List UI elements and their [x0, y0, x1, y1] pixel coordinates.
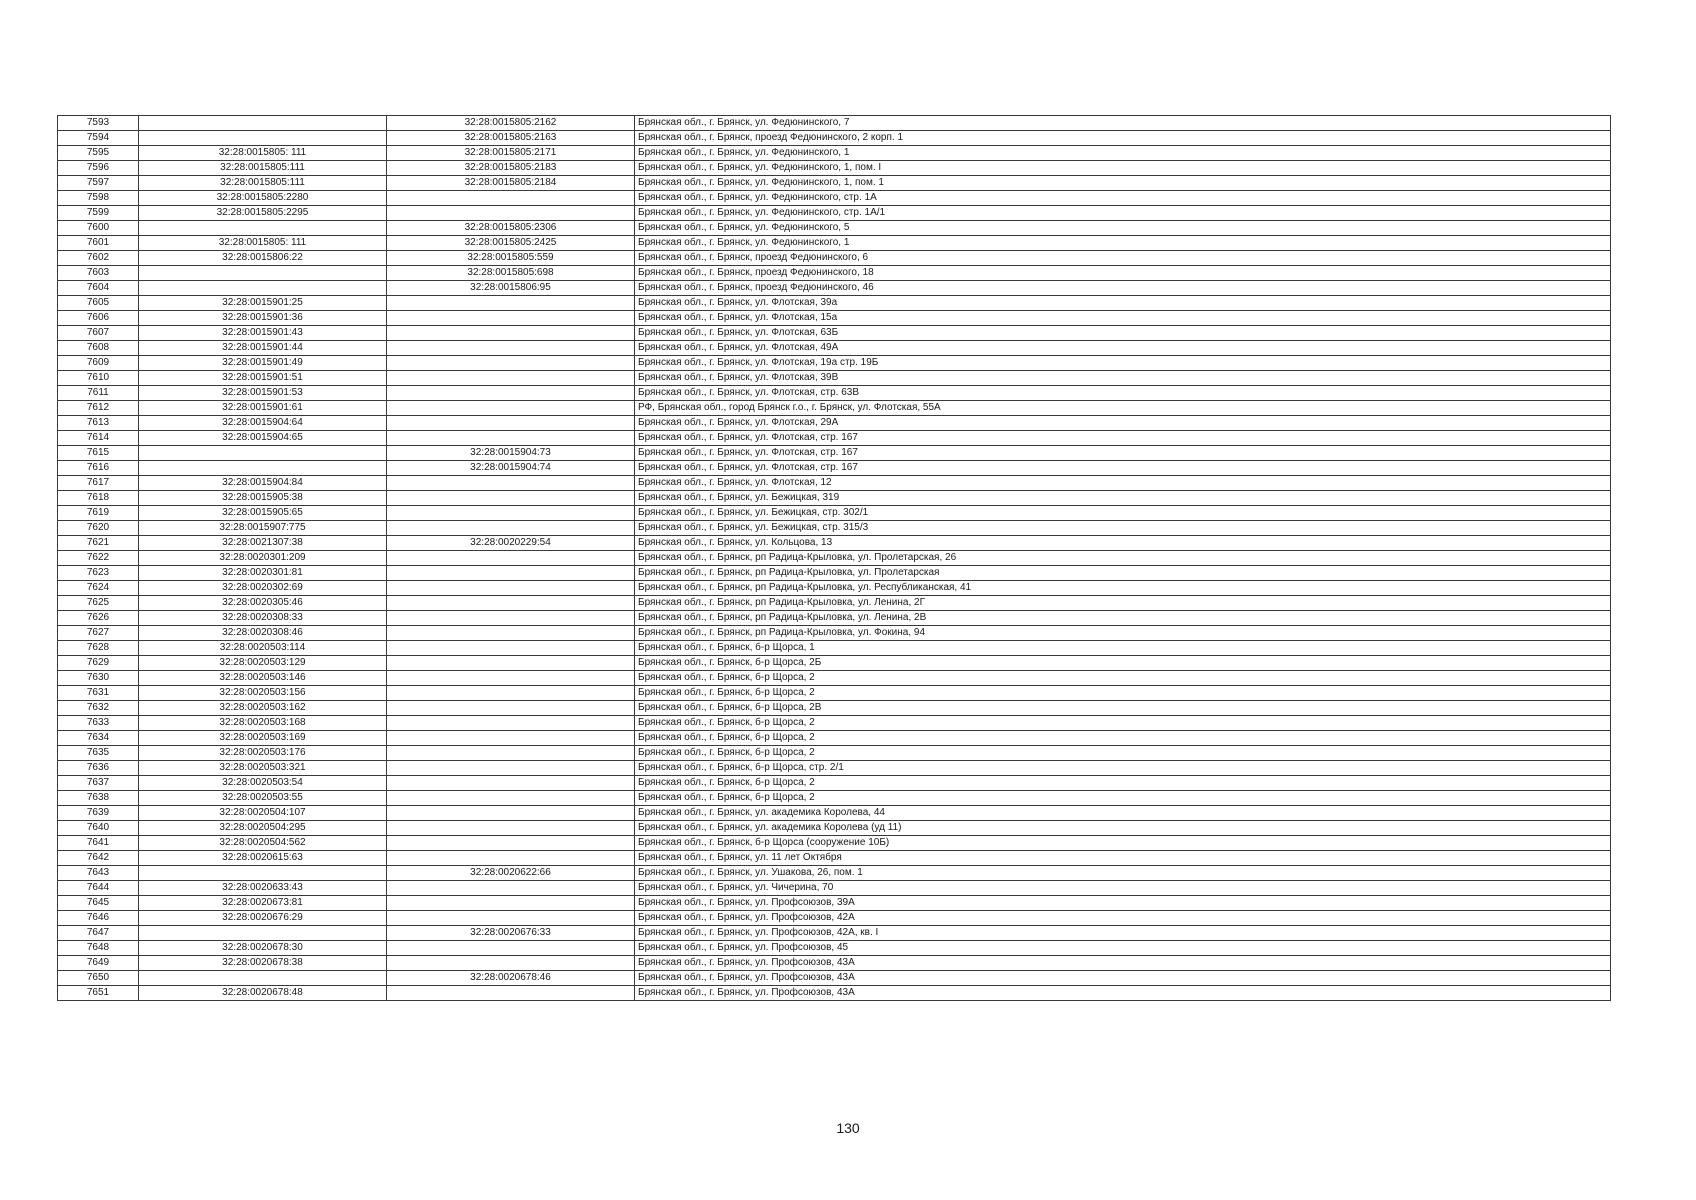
object-cadastral-number-cell: [387, 611, 635, 626]
address-cell: Брянская обл., г. Брянск, ул. Профсоюзов, 43А: [635, 956, 1611, 971]
address-cell: Брянская обл., г. Брянск, ул. Федюнинского, стр. 1А/1: [635, 206, 1611, 221]
cadastral-number-cell: 32:28:0020301:209: [139, 551, 387, 566]
table-row: [58, 281, 1611, 296]
object-cadastral-number-cell: 32:28:0015904:73: [387, 446, 635, 461]
address-cell: Брянская обл., г. Брянск, рп Радица-Крыловка, ул. Ленина, 2Г: [635, 596, 1611, 611]
cadastral-table: [57, 115, 1611, 1001]
row-number-cell: 7651: [58, 986, 139, 1001]
table-row: [58, 386, 1611, 401]
address-cell: Брянская обл., г. Брянск, проезд Федюнинского, 18: [635, 266, 1611, 281]
cadastral-number-cell: [139, 131, 387, 146]
object-cadastral-number-cell: 32:28:0020229:54: [387, 536, 635, 551]
address-cell: Брянская обл., г. Брянск, проезд Федюнинского, 46: [635, 281, 1611, 296]
address-cell: Брянская обл., г. Брянск, ул. Кольцова, 13: [635, 536, 1611, 551]
row-number-cell: 7618: [58, 491, 139, 506]
object-cadastral-number-cell: [387, 731, 635, 746]
row-number-cell: 7612: [58, 401, 139, 416]
table-row: [58, 926, 1611, 941]
row-number-cell: 7630: [58, 671, 139, 686]
table-row: [58, 536, 1611, 551]
cadastral-number-cell: 32:28:0015904:64: [139, 416, 387, 431]
row-number-cell: 7649: [58, 956, 139, 971]
row-number-cell: 7627: [58, 626, 139, 641]
address-cell: Брянская обл., г. Брянск, ул. Флотская, 49А: [635, 341, 1611, 356]
cadastral-number-cell: 32:28:0020503:156: [139, 686, 387, 701]
object-cadastral-number-cell: [387, 986, 635, 1001]
address-cell: Брянская обл., г. Брянск, ул. академика Королева, 44: [635, 806, 1611, 821]
address-cell: Брянская обл., г. Брянск, ул. Федюнинского, 5: [635, 221, 1611, 236]
object-cadastral-number-cell: 32:28:0020676:33: [387, 926, 635, 941]
object-cadastral-number-cell: 32:28:0020678:46: [387, 971, 635, 986]
object-cadastral-number-cell: [387, 656, 635, 671]
row-number-cell: 7626: [58, 611, 139, 626]
address-cell: Брянская обл., г. Брянск, проезд Федюнинского, 2 корп. 1: [635, 131, 1611, 146]
object-cadastral-number-cell: [387, 401, 635, 416]
table-row: [58, 266, 1611, 281]
object-cadastral-number-cell: [387, 431, 635, 446]
cadastral-number-cell: 32:28:0015805:111: [139, 161, 387, 176]
address-cell: Брянская обл., г. Брянск, ул. Чичерина, 70: [635, 881, 1611, 896]
address-cell: Брянская обл., г. Брянск, проезд Федюнинского, 6: [635, 251, 1611, 266]
table-row: [58, 206, 1611, 221]
cadastral-number-cell: 32:28:0015907:775: [139, 521, 387, 536]
row-number-cell: 7596: [58, 161, 139, 176]
table-row: [58, 491, 1611, 506]
object-cadastral-number-cell: 32:28:0015805:2306: [387, 221, 635, 236]
cadastral-number-cell: 32:28:0020676:29: [139, 911, 387, 926]
cadastral-number-cell: [139, 461, 387, 476]
table-row: [58, 731, 1611, 746]
row-number-cell: 7647: [58, 926, 139, 941]
row-number-cell: 7601: [58, 236, 139, 251]
cadastral-number-cell: [139, 446, 387, 461]
cadastral-number-cell: 32:28:0020301:81: [139, 566, 387, 581]
table-row: [58, 131, 1611, 146]
table-row: [58, 686, 1611, 701]
table-row: [58, 941, 1611, 956]
row-number-cell: 7597: [58, 176, 139, 191]
object-cadastral-number-cell: [387, 476, 635, 491]
object-cadastral-number-cell: [387, 956, 635, 971]
cadastral-number-cell: 32:28:0020503:55: [139, 791, 387, 806]
row-number-cell: 7625: [58, 596, 139, 611]
object-cadastral-number-cell: [387, 851, 635, 866]
table-row: [58, 116, 1611, 131]
table-row: [58, 371, 1611, 386]
table-row: [58, 236, 1611, 251]
cadastral-number-cell: 32:28:0015904:84: [139, 476, 387, 491]
row-number-cell: 7593: [58, 116, 139, 131]
row-number-cell: 7643: [58, 866, 139, 881]
address-cell: Брянская обл., г. Брянск, ул. Профсоюзов, 42А, кв. I: [635, 926, 1611, 941]
object-cadastral-number-cell: [387, 791, 635, 806]
address-cell: Брянская обл., г. Брянск, рп Радица-Крыловка, ул. Ленина, 2В: [635, 611, 1611, 626]
cadastral-number-cell: 32:28:0015901:25: [139, 296, 387, 311]
object-cadastral-number-cell: [387, 506, 635, 521]
address-cell: Брянская обл., г. Брянск, ул. Флотская, 39В: [635, 371, 1611, 386]
object-cadastral-number-cell: [387, 371, 635, 386]
row-number-cell: 7646: [58, 911, 139, 926]
cadastral-number-cell: 32:28:0020503:169: [139, 731, 387, 746]
table-row: [58, 911, 1611, 926]
row-number-cell: 7640: [58, 821, 139, 836]
cadastral-number-cell: 32:28:0020504:562: [139, 836, 387, 851]
address-cell: Брянская обл., г. Брянск, ул. Флотская, стр. 167: [635, 461, 1611, 476]
row-number-cell: 7614: [58, 431, 139, 446]
row-number-cell: 7648: [58, 941, 139, 956]
object-cadastral-number-cell: [387, 641, 635, 656]
object-cadastral-number-cell: 32:28:0015805:2183: [387, 161, 635, 176]
object-cadastral-number-cell: 32:28:0015806:95: [387, 281, 635, 296]
row-number-cell: 7629: [58, 656, 139, 671]
cadastral-number-cell: 32:28:0020673:81: [139, 896, 387, 911]
table-row: [58, 326, 1611, 341]
cadastral-number-cell: 32:28:0015805: 111: [139, 236, 387, 251]
row-number-cell: 7628: [58, 641, 139, 656]
table-row: [58, 821, 1611, 836]
cadastral-number-cell: 32:28:0020503:54: [139, 776, 387, 791]
cadastral-number-cell: 32:28:0020308:33: [139, 611, 387, 626]
row-number-cell: 7613: [58, 416, 139, 431]
address-cell: Брянская обл., г. Брянск, ул. Флотская, 39а: [635, 296, 1611, 311]
object-cadastral-number-cell: [387, 296, 635, 311]
address-cell: Брянская обл., г. Брянск, б-р Щорса (сооружение 10Б): [635, 836, 1611, 851]
table-row: [58, 461, 1611, 476]
table-row: [58, 191, 1611, 206]
object-cadastral-number-cell: [387, 326, 635, 341]
cadastral-number-cell: 32:28:0015905:38: [139, 491, 387, 506]
object-cadastral-number-cell: [387, 836, 635, 851]
cadastral-number-cell: 32:28:0020503:146: [139, 671, 387, 686]
cadastral-number-cell: 32:28:0015901:36: [139, 311, 387, 326]
table-row: [58, 596, 1611, 611]
object-cadastral-number-cell: [387, 356, 635, 371]
row-number-cell: 7645: [58, 896, 139, 911]
table-row: [58, 521, 1611, 536]
cadastral-number-cell: 32:28:0020633:43: [139, 881, 387, 896]
table-row: [58, 836, 1611, 851]
address-cell: Брянская обл., г. Брянск, ул. академика Королева (уд 11): [635, 821, 1611, 836]
table-row: [58, 296, 1611, 311]
address-cell: Брянская обл., г. Брянск, ул. Федюнинского, стр. 1А: [635, 191, 1611, 206]
row-number-cell: 7616: [58, 461, 139, 476]
object-cadastral-number-cell: [387, 896, 635, 911]
cadastral-number-cell: 32:28:0020504:295: [139, 821, 387, 836]
address-cell: Брянская обл., г. Брянск, ул. Федюнинского, 7: [635, 116, 1611, 131]
row-number-cell: 7635: [58, 746, 139, 761]
cadastral-number-cell: [139, 281, 387, 296]
row-number-cell: 7619: [58, 506, 139, 521]
row-number-cell: 7604: [58, 281, 139, 296]
table-row: [58, 431, 1611, 446]
cadastral-number-cell: [139, 221, 387, 236]
address-cell: Брянская обл., г. Брянск, ул. Федюнинского, 1, пом. 1: [635, 176, 1611, 191]
row-number-cell: 7632: [58, 701, 139, 716]
row-number-cell: 7606: [58, 311, 139, 326]
cadastral-number-cell: 32:28:0020678:30: [139, 941, 387, 956]
address-cell: Брянская обл., г. Брянск, б-р Щорса, 2: [635, 686, 1611, 701]
row-number-cell: 7644: [58, 881, 139, 896]
row-number-cell: 7624: [58, 581, 139, 596]
table-row: [58, 626, 1611, 641]
address-cell: Брянская обл., г. Брянск, ул. Флотская, стр. 167: [635, 446, 1611, 461]
object-cadastral-number-cell: 32:28:0015805:559: [387, 251, 635, 266]
table-row: [58, 176, 1611, 191]
address-cell: Брянская обл., г. Брянск, ул. Федюнинского, 1: [635, 236, 1611, 251]
object-cadastral-number-cell: 32:28:0015805:2162: [387, 116, 635, 131]
object-cadastral-number-cell: 32:28:0020622:66: [387, 866, 635, 881]
table-row: [58, 311, 1611, 326]
row-number-cell: 7622: [58, 551, 139, 566]
object-cadastral-number-cell: [387, 386, 635, 401]
row-number-cell: 7615: [58, 446, 139, 461]
object-cadastral-number-cell: [387, 686, 635, 701]
cadastral-number-cell: [139, 266, 387, 281]
table-row: [58, 806, 1611, 821]
row-number-cell: 7595: [58, 146, 139, 161]
row-number-cell: 7609: [58, 356, 139, 371]
table-row: [58, 641, 1611, 656]
address-cell: Брянская обл., г. Брянск, ул. Флотская, 19а стр. 19Б: [635, 356, 1611, 371]
page-number: 130: [836, 1120, 860, 1136]
cadastral-number-cell: 32:28:0015901:51: [139, 371, 387, 386]
cadastral-number-cell: [139, 866, 387, 881]
address-cell: Брянская обл., г. Брянск, б-р Щорса, 1: [635, 641, 1611, 656]
cadastral-number-cell: 32:28:0015901:61: [139, 401, 387, 416]
row-number-cell: 7610: [58, 371, 139, 386]
address-cell: Брянская обл., г. Брянск, ул. Бежицкая, 319: [635, 491, 1611, 506]
address-cell: Брянская обл., г. Брянск, б-р Щорса, 2В: [635, 701, 1611, 716]
row-number-cell: 7637: [58, 776, 139, 791]
cadastral-number-cell: 32:28:0020503:168: [139, 716, 387, 731]
address-cell: Брянская обл., г. Брянск, ул. Федюнинского, 1: [635, 146, 1611, 161]
row-number-cell: 7605: [58, 296, 139, 311]
table-row: [58, 356, 1611, 371]
address-cell: Брянская обл., г. Брянск, ул. Бежицкая, стр. 315/3: [635, 521, 1611, 536]
object-cadastral-number-cell: 32:28:0015805:2184: [387, 176, 635, 191]
cadastral-number-cell: 32:28:0020305:46: [139, 596, 387, 611]
row-number-cell: 7633: [58, 716, 139, 731]
row-number-cell: 7602: [58, 251, 139, 266]
cadastral-number-cell: 32:28:0015806:22: [139, 251, 387, 266]
object-cadastral-number-cell: [387, 716, 635, 731]
table-row: [58, 986, 1611, 1001]
table-row: [58, 221, 1611, 236]
object-cadastral-number-cell: [387, 581, 635, 596]
object-cadastral-number-cell: [387, 491, 635, 506]
cadastral-number-cell: 32:28:0015805:2295: [139, 206, 387, 221]
address-cell: Брянская обл., г. Брянск, рп Радица-Крыловка, ул. Пролетарская: [635, 566, 1611, 581]
table-row: [58, 146, 1611, 161]
cadastral-number-cell: 32:28:0020503:162: [139, 701, 387, 716]
cadastral-number-cell: 32:28:0021307:38: [139, 536, 387, 551]
address-cell: Брянская обл., г. Брянск, ул. Профсоюзов, 43А: [635, 986, 1611, 1001]
cadastral-number-cell: 32:28:0015805: 111: [139, 146, 387, 161]
object-cadastral-number-cell: [387, 911, 635, 926]
row-number-cell: 7634: [58, 731, 139, 746]
cadastral-number-cell: 32:28:0015904:65: [139, 431, 387, 446]
address-cell: Брянская обл., г. Брянск, ул. 11 лет Октября: [635, 851, 1611, 866]
object-cadastral-number-cell: [387, 881, 635, 896]
table-row: [58, 161, 1611, 176]
row-number-cell: 7603: [58, 266, 139, 281]
address-cell: Брянская обл., г. Брянск, ул. Бежицкая, стр. 302/1: [635, 506, 1611, 521]
object-cadastral-number-cell: [387, 821, 635, 836]
row-number-cell: 7617: [58, 476, 139, 491]
cadastral-number-cell: 32:28:0015805:2280: [139, 191, 387, 206]
table-row: [58, 446, 1611, 461]
address-cell: Брянская обл., г. Брянск, б-р Щорса, 2: [635, 731, 1611, 746]
table-row: [58, 341, 1611, 356]
table-row: [58, 716, 1611, 731]
table-row: [58, 851, 1611, 866]
table-row: [58, 506, 1611, 521]
table-row: [58, 656, 1611, 671]
table-row: [58, 866, 1611, 881]
address-cell: РФ, Брянская обл., город Брянск г.о., г. Брянск, ул. Флотская, 55А: [635, 401, 1611, 416]
row-number-cell: 7598: [58, 191, 139, 206]
address-cell: Брянская обл., г. Брянск, б-р Щорса, 2: [635, 671, 1611, 686]
address-cell: Брянская обл., г. Брянск, ул. Профсоюзов, 43А: [635, 971, 1611, 986]
cadastral-number-cell: 32:28:0020503:114: [139, 641, 387, 656]
object-cadastral-number-cell: [387, 806, 635, 821]
object-cadastral-number-cell: [387, 416, 635, 431]
table-row: [58, 611, 1611, 626]
object-cadastral-number-cell: 32:28:0015805:2425: [387, 236, 635, 251]
cadastral-number-cell: 32:28:0020503:129: [139, 656, 387, 671]
address-cell: Брянская обл., г. Брянск, ул. Профсоюзов, 39А: [635, 896, 1611, 911]
address-cell: Брянская обл., г. Брянск, б-р Щорса, 2: [635, 716, 1611, 731]
cadastral-number-cell: 32:28:0015805:111: [139, 176, 387, 191]
row-number-cell: 7641: [58, 836, 139, 851]
row-number-cell: 7620: [58, 521, 139, 536]
cadastral-number-cell: [139, 971, 387, 986]
table-row: [58, 746, 1611, 761]
row-number-cell: 7607: [58, 326, 139, 341]
object-cadastral-number-cell: 32:28:0015904:74: [387, 461, 635, 476]
object-cadastral-number-cell: [387, 191, 635, 206]
cadastral-number-cell: 32:28:0020503:176: [139, 746, 387, 761]
row-number-cell: 7623: [58, 566, 139, 581]
table-row: [58, 476, 1611, 491]
cadastral-number-cell: 32:28:0015901:53: [139, 386, 387, 401]
address-cell: Брянская обл., г. Брянск, ул. Флотская, 63Б: [635, 326, 1611, 341]
row-number-cell: 7621: [58, 536, 139, 551]
address-cell: Брянская обл., г. Брянск, ул. Федюнинского, 1, пом. I: [635, 161, 1611, 176]
table-row: [58, 566, 1611, 581]
row-number-cell: 7611: [58, 386, 139, 401]
object-cadastral-number-cell: [387, 761, 635, 776]
object-cadastral-number-cell: 32:28:0015805:2163: [387, 131, 635, 146]
object-cadastral-number-cell: [387, 551, 635, 566]
object-cadastral-number-cell: [387, 311, 635, 326]
table-row: [58, 671, 1611, 686]
table-row: [58, 581, 1611, 596]
cadastral-number-cell: [139, 116, 387, 131]
object-cadastral-number-cell: [387, 776, 635, 791]
address-cell: Брянская обл., г. Брянск, ул. Флотская, 12: [635, 476, 1611, 491]
object-cadastral-number-cell: [387, 941, 635, 956]
object-cadastral-number-cell: [387, 566, 635, 581]
table-row: [58, 791, 1611, 806]
address-cell: Брянская обл., г. Брянск, б-р Щорса, 2: [635, 776, 1611, 791]
object-cadastral-number-cell: [387, 701, 635, 716]
row-number-cell: 7631: [58, 686, 139, 701]
object-cadastral-number-cell: [387, 596, 635, 611]
address-cell: Брянская обл., г. Брянск, б-р Щорса, 2: [635, 746, 1611, 761]
row-number-cell: 7638: [58, 791, 139, 806]
object-cadastral-number-cell: [387, 626, 635, 641]
cadastral-number-cell: 32:28:0020615:63: [139, 851, 387, 866]
row-number-cell: 7639: [58, 806, 139, 821]
object-cadastral-number-cell: [387, 671, 635, 686]
table-row: [58, 776, 1611, 791]
object-cadastral-number-cell: [387, 521, 635, 536]
table-body: [58, 116, 1611, 1001]
address-cell: Брянская обл., г. Брянск, ул. Флотская, стр. 167: [635, 431, 1611, 446]
object-cadastral-number-cell: [387, 341, 635, 356]
cadastral-number-cell: 32:28:0015901:44: [139, 341, 387, 356]
row-number-cell: 7650: [58, 971, 139, 986]
table-row: [58, 761, 1611, 776]
address-cell: Брянская обл., г. Брянск, ул. Ушакова, 26, пом. 1: [635, 866, 1611, 881]
address-cell: Брянская обл., г. Брянск, ул. Флотская, 15а: [635, 311, 1611, 326]
address-cell: Брянская обл., г. Брянск, ул. Флотская, стр. 63В: [635, 386, 1611, 401]
address-cell: Брянская обл., г. Брянск, рп Радица-Крыловка, ул. Фокина, 94: [635, 626, 1611, 641]
table-row: [58, 551, 1611, 566]
row-number-cell: 7599: [58, 206, 139, 221]
cadastral-number-cell: 32:28:0020504:107: [139, 806, 387, 821]
cadastral-number-cell: 32:28:0020678:38: [139, 956, 387, 971]
row-number-cell: 7636: [58, 761, 139, 776]
cadastral-number-cell: 32:28:0015901:49: [139, 356, 387, 371]
address-cell: Брянская обл., г. Брянск, рп Радица-Крыловка, ул. Республиканская, 41: [635, 581, 1611, 596]
cadastral-number-cell: 32:28:0015901:43: [139, 326, 387, 341]
table-row: [58, 251, 1611, 266]
table-row: [58, 881, 1611, 896]
address-cell: Брянская обл., г. Брянск, б-р Щорса, стр. 2/1: [635, 761, 1611, 776]
cadastral-number-cell: 32:28:0020503:321: [139, 761, 387, 776]
address-cell: Брянская обл., г. Брянск, рп Радица-Крыловка, ул. Пролетарская, 26: [635, 551, 1611, 566]
cadastral-number-cell: 32:28:0020678:48: [139, 986, 387, 1001]
table-row: [58, 971, 1611, 986]
address-cell: Брянская обл., г. Брянск, б-р Щорса, 2: [635, 791, 1611, 806]
address-cell: Брянская обл., г. Брянск, б-р Щорса, 2Б: [635, 656, 1611, 671]
table-row: [58, 401, 1611, 416]
row-number-cell: 7642: [58, 851, 139, 866]
row-number-cell: 7594: [58, 131, 139, 146]
cadastral-number-cell: 32:28:0020302:69: [139, 581, 387, 596]
address-cell: Брянская обл., г. Брянск, ул. Профсоюзов, 42А: [635, 911, 1611, 926]
table-row: [58, 416, 1611, 431]
row-number-cell: 7600: [58, 221, 139, 236]
object-cadastral-number-cell: [387, 206, 635, 221]
table-row: [58, 896, 1611, 911]
address-cell: Брянская обл., г. Брянск, ул. Флотская, 29А: [635, 416, 1611, 431]
table-row: [58, 701, 1611, 716]
cadastral-number-cell: 32:28:0015905:65: [139, 506, 387, 521]
cadastral-number-cell: 32:28:0020308:46: [139, 626, 387, 641]
object-cadastral-number-cell: 32:28:0015805:2171: [387, 146, 635, 161]
address-cell: Брянская обл., г. Брянск, ул. Профсоюзов, 45: [635, 941, 1611, 956]
table-row: [58, 956, 1611, 971]
row-number-cell: 7608: [58, 341, 139, 356]
cadastral-number-cell: [139, 926, 387, 941]
object-cadastral-number-cell: 32:28:0015805:698: [387, 266, 635, 281]
object-cadastral-number-cell: [387, 746, 635, 761]
